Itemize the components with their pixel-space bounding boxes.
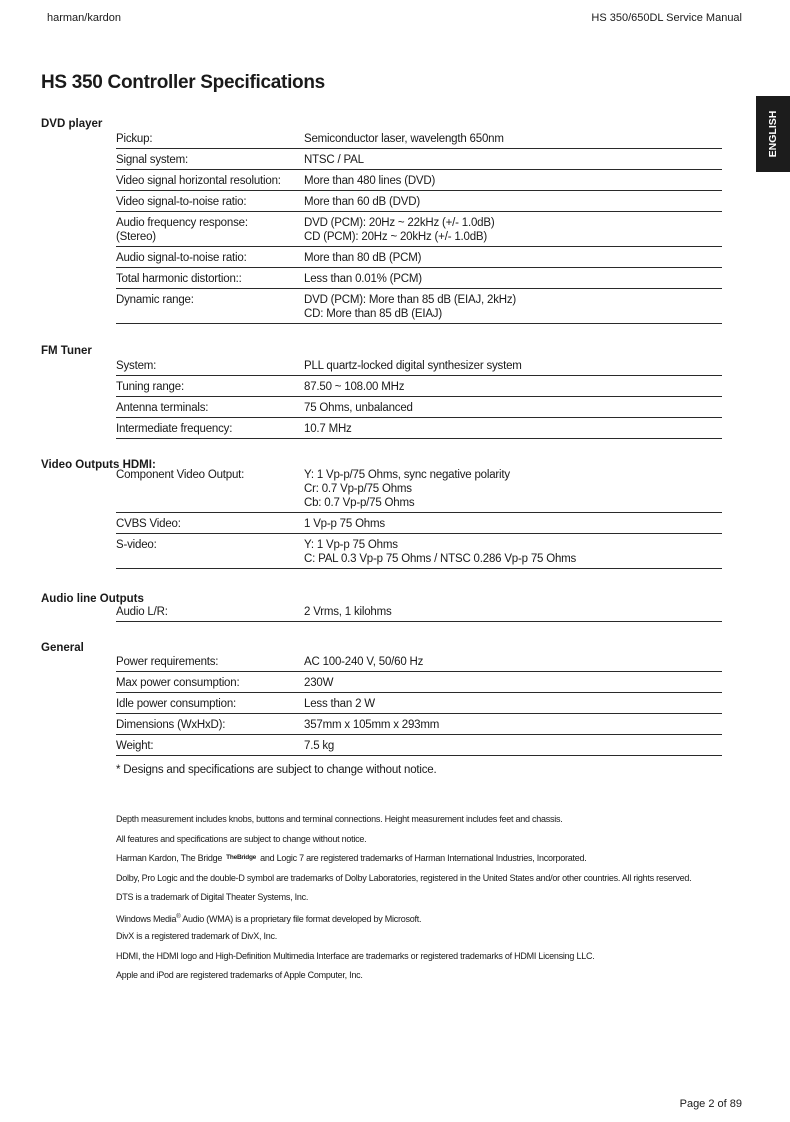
note-apple: Apple and iPod are registered trademarks of Apple Computer, Inc. xyxy=(116,970,363,980)
spec-row xyxy=(116,602,722,622)
spec-value: More than 60 dB (DVD) xyxy=(304,196,420,208)
note-dts: DTS is a trademark of Digital Theater Systems, Inc. xyxy=(116,892,309,902)
spec-table-audio xyxy=(116,602,722,622)
spec-label: Tuning range: xyxy=(116,381,184,393)
spec-label: Dynamic range: xyxy=(116,294,194,306)
spec-label: Signal system: xyxy=(116,154,188,166)
page-number: Page 2 of 89 xyxy=(679,1098,742,1110)
spec-value: DVD (PCM): 20Hz ~ 22kHz (+/- 1.0dB) CD (PCM): 20Hz ~ 20kHz (+/- 1.0dB) xyxy=(304,217,495,243)
spec-row xyxy=(116,128,722,149)
note-depth: Depth measurement includes knobs, buttons and terminal connections. Height measurement includes feet and chassis. xyxy=(116,814,563,824)
legal-notes xyxy=(116,812,756,988)
spec-value: 357mm x 105mm x 293mm xyxy=(304,719,440,731)
spec-value: Y: 1 Vp-p 75 Ohms C: PAL 0.3 Vp-p 75 Ohms / NTSC 0.286 Vp-p 75 Ohms xyxy=(304,539,577,565)
spec-row xyxy=(116,191,722,212)
note-divx: DivX is a registered trademark of DivX, Inc. xyxy=(116,931,278,941)
spec-value: 2 Vrms, 1 kilohms xyxy=(304,606,392,618)
spec-value: DVD (PCM): More than 85 dB (EIAJ, 2kHz) CD: More than 85 dB (EIAJ) xyxy=(304,294,517,320)
spec-label: Intermediate frequency: xyxy=(116,423,233,435)
spec-row xyxy=(116,466,722,513)
spec-label: Audio signal-to-noise ratio: xyxy=(116,252,247,264)
spec-table-fm xyxy=(116,355,722,439)
spec-value: Y: 1 Vp-p/75 Ohms, sync negative polarity Cr: 0.7 Vp-p/75 Ohms Cb: 0.7 Vp-p/75 Ohms xyxy=(304,469,510,509)
spec-label: CVBS Video: xyxy=(116,518,181,530)
spec-label: Component Video Output: xyxy=(116,469,245,481)
spec-table-video xyxy=(116,466,722,569)
section-title: General xyxy=(41,642,84,654)
spec-value: PLL quartz-locked digital synthesizer system xyxy=(304,360,522,372)
note-bridge-text-end: and Logic 7 are registered trademarks of Harman International Industries, Incorporated. xyxy=(260,853,587,863)
spec-value: NTSC / PAL xyxy=(304,154,364,166)
specs-change-footnote: * Designs and specifications are subject to change without notice. xyxy=(116,764,437,776)
note-wma xyxy=(116,910,756,930)
section-title: FM Tuner xyxy=(41,345,92,357)
language-tab-label: ENGLISH xyxy=(767,110,779,158)
spec-label: Dimensions (WxHxD): xyxy=(116,719,226,731)
spec-value: Less than 0.01% (PCM) xyxy=(304,273,422,285)
spec-row xyxy=(116,247,722,268)
note-wma-text-end: Audio (WMA) is a proprietary file format developed by Microsoft. xyxy=(180,913,422,924)
registered-mark: ® xyxy=(176,913,181,920)
header-brand: harman/kardon xyxy=(47,12,121,24)
spec-label: Pickup: xyxy=(116,133,153,145)
spec-value: 230W xyxy=(304,677,334,689)
note-bridge-text: Harman Kardon, The Bridge xyxy=(116,853,223,863)
spec-label: Antenna terminals: xyxy=(116,402,209,414)
spec-value: Semiconductor laser, wavelength 650nm xyxy=(304,133,504,145)
spec-row xyxy=(116,672,722,693)
spec-row xyxy=(116,170,722,191)
page-title: HS 350 Controller Specifications xyxy=(41,72,325,93)
spec-label: Video signal-to-noise ratio: xyxy=(116,196,247,208)
spec-row xyxy=(116,651,722,672)
spec-table-dvd xyxy=(116,128,722,324)
section-title: DVD player xyxy=(41,118,103,130)
spec-row xyxy=(116,289,722,324)
spec-label: Idle power consumption: xyxy=(116,698,237,710)
spec-row xyxy=(116,268,722,289)
spec-label: Total harmonic distortion:: xyxy=(116,273,242,285)
spec-row xyxy=(116,534,722,569)
spec-label: Audio L/R: xyxy=(116,606,168,618)
spec-value: 75 Ohms, unbalanced xyxy=(304,402,413,414)
spec-row xyxy=(116,355,722,376)
spec-label: Weight: xyxy=(116,740,154,752)
note-hdmi: HDMI, the HDMI logo and High-Definition Multimedia Interface are trademarks or registered trademarks of HDMI Licensing LLC. xyxy=(116,950,595,961)
spec-row xyxy=(116,714,722,735)
spec-label: Power requirements: xyxy=(116,656,219,668)
spec-value: 7.5 kg xyxy=(304,740,335,752)
spec-row xyxy=(116,149,722,170)
spec-value: AC 100-240 V, 50/60 Hz xyxy=(304,656,424,668)
spec-value: 10.7 MHz xyxy=(304,423,352,435)
spec-label: S-video: xyxy=(116,539,157,551)
section-title: Video Outputs HDMI: xyxy=(41,459,156,471)
spec-row xyxy=(116,376,722,397)
spec-label: Video signal horizontal resolution: xyxy=(116,175,281,187)
header-manual-title: HS 350/650DL Service Manual xyxy=(591,12,742,24)
spec-row xyxy=(116,418,722,439)
spec-value: More than 80 dB (PCM) xyxy=(304,252,422,264)
spec-value: More than 480 lines (DVD) xyxy=(304,175,436,187)
spec-label: Audio frequency response: (Stereo) xyxy=(116,217,248,243)
spec-value: 1 Vp-p 75 Ohms xyxy=(304,518,385,530)
spec-row xyxy=(116,513,722,534)
note-bridge xyxy=(116,851,756,871)
note-features: All features and specifications are subject to change without notice. xyxy=(116,833,367,844)
note-dolby: Dolby, Pro Logic and the double-D symbol are trademarks of Dolby Laboratories, registered in the United States and/or other countries. All rights reserved. xyxy=(116,872,692,883)
section-title: Audio line Outputs xyxy=(41,593,144,605)
note-wma-text: Windows Media xyxy=(116,913,177,924)
spec-row xyxy=(116,212,722,247)
spec-label: Max power consumption: xyxy=(116,677,240,689)
spec-row xyxy=(116,693,722,714)
spec-table-general xyxy=(116,651,722,756)
spec-value: Less than 2 W xyxy=(304,698,375,710)
spec-row xyxy=(116,397,722,418)
the-bridge-logo: TheBridge xyxy=(226,854,257,861)
spec-row xyxy=(116,735,722,756)
language-tab xyxy=(756,96,790,172)
spec-label: System: xyxy=(116,360,157,372)
spec-value: 87.50 ~ 108.00 MHz xyxy=(304,381,405,393)
